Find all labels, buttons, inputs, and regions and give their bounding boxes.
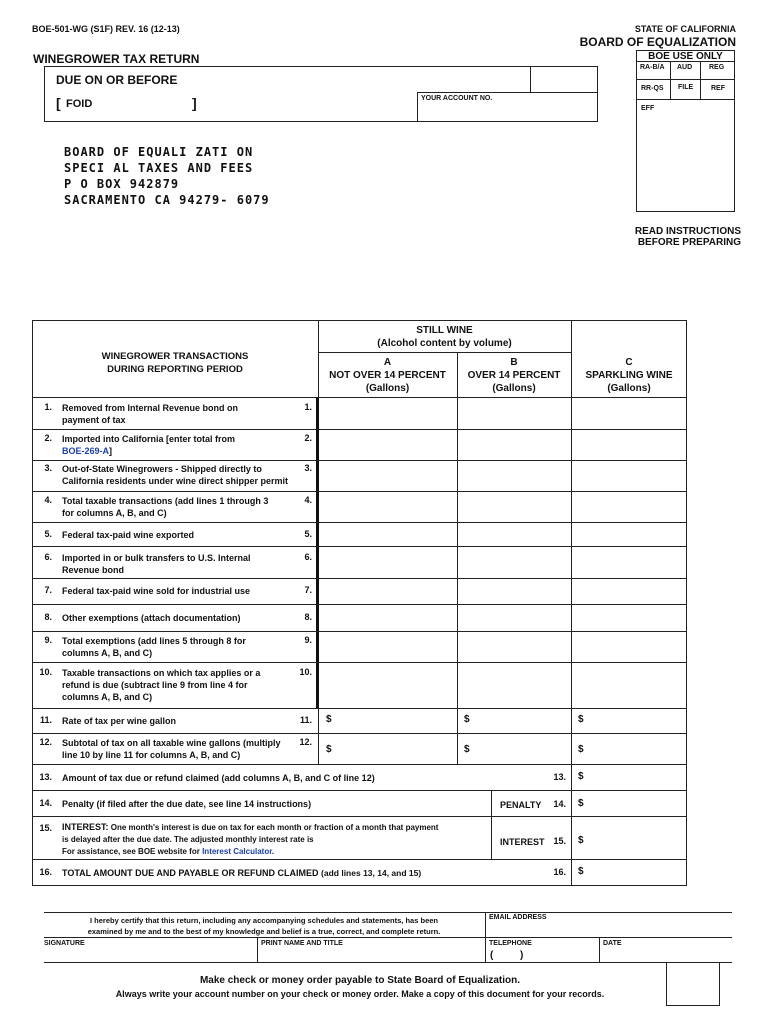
left-column-header	[60, 350, 290, 376]
row-divider	[32, 662, 687, 663]
row-divider	[32, 764, 687, 765]
aud-label: AUD	[677, 64, 693, 71]
row-number: 13.	[39, 772, 52, 782]
row-label	[62, 585, 250, 597]
row-divider	[32, 604, 687, 605]
divider	[491, 790, 492, 859]
dollar-sign: $	[578, 714, 584, 725]
column-a-header	[318, 356, 457, 395]
row-number: 11.	[39, 715, 52, 725]
interest-calculator-link[interactable]: Interest Calculator	[202, 847, 272, 856]
read-instructions	[600, 226, 741, 248]
header-line: STILL WINE	[416, 325, 473, 336]
row-label	[62, 612, 241, 624]
row-number: 6.	[44, 552, 52, 562]
row-text: (add lines 13, 14, and 15)	[321, 868, 422, 878]
header-line: B	[510, 357, 518, 368]
row-label	[62, 529, 194, 541]
row-text: Imported in or bulk transfers to U.S. Internal	[62, 553, 251, 563]
row-text: Taxable transactions on which tax applies or a	[62, 668, 261, 678]
dollar-sign: $	[326, 744, 332, 755]
print-name-label: PRINT NAME AND TITLE	[261, 940, 343, 947]
header-line: (Gallons)	[492, 383, 536, 394]
address-line: SACRAMENTO CA 94279- 6079	[64, 193, 270, 207]
dollar-sign: $	[578, 798, 584, 809]
row-right-number: 3.	[304, 463, 312, 473]
row-right-number: 12.	[299, 737, 312, 747]
row-label	[62, 463, 288, 487]
row-text: Imported into California [enter total from	[62, 434, 236, 444]
foid-bracket-close: ]	[192, 95, 197, 111]
row-text: California residents under wine direct shipper permit	[62, 476, 289, 486]
row-divider	[32, 578, 687, 579]
interest-label: INTEREST	[500, 837, 545, 847]
row-number: 15.	[39, 823, 52, 833]
row-text: One month's interest is due on tax for each month or fraction of a month that payment	[110, 823, 439, 832]
header-line: A	[383, 357, 392, 368]
row-divider	[32, 522, 687, 523]
payment-instructions: Make check or money order payable to State Board of Equalization.	[199, 975, 521, 986]
row-right-number: 9.	[304, 635, 312, 645]
row-text: .	[271, 847, 275, 856]
reg-label: REG	[709, 64, 725, 71]
foid-label: FOID	[66, 98, 93, 110]
row-text: Subtotal of tax on all taxable wine gallons (multiply	[62, 738, 281, 748]
row-label: Amount of tax due or refund claimed (add columns A, B, and C of line 12)	[62, 773, 375, 783]
row-text: Other exemptions (attach documentation)	[62, 613, 241, 623]
row-number: 9.	[44, 635, 52, 645]
ra-ba-label: RA-B/A	[640, 64, 665, 71]
dollar-sign: $	[578, 835, 584, 846]
row-text: line 10 by line 11 for columns A, B, and C)	[62, 750, 241, 760]
row-number: 7.	[44, 585, 52, 595]
row-right-number: 15.	[553, 836, 566, 846]
email-address-label: EMAIL ADDRESS	[489, 914, 547, 921]
row-text: Removed from Internal Revenue bond on	[62, 403, 239, 413]
ref-label: REF	[711, 85, 725, 92]
row-text: Rate of tax per wine gallon	[62, 716, 177, 726]
row-divider	[32, 708, 687, 709]
eff-label: EFF	[641, 105, 655, 112]
interest-lead: INTEREST:	[62, 822, 109, 832]
boe-use-only-box	[636, 50, 735, 212]
row-text	[62, 821, 438, 834]
row-number: 5.	[44, 529, 52, 539]
due-date-label: DUE ON OR BEFORE	[56, 73, 178, 87]
divider	[670, 61, 671, 99]
page-title: WINEGROWER TAX RETURN	[33, 52, 200, 66]
header-line: (Gallons)	[365, 383, 410, 394]
column-divider	[571, 320, 572, 886]
row-text: ]	[109, 446, 113, 456]
row-number: 12.	[39, 737, 52, 747]
boe-269-a-link[interactable]: BOE-269-A	[62, 446, 110, 456]
row-label: Penalty (if filed after the due date, see line 14 instructions)	[62, 799, 312, 809]
row-label	[62, 715, 176, 727]
divider	[599, 937, 600, 962]
copy-instructions: Always write your account number on your check or money order. Make a copy of this document for your records.	[115, 989, 605, 999]
row-right-number: 11.	[299, 715, 312, 725]
boe-use-title: BOE USE ONLY	[648, 51, 723, 62]
header-line: NOT OVER 14 PERCENT	[329, 370, 446, 381]
row-divider	[32, 733, 687, 734]
barcode-box	[666, 962, 720, 1006]
row-label	[62, 667, 260, 703]
divider	[636, 79, 735, 80]
certification-line: examined by me and to the best of my knowledge and belief is a true, correct, and complete return.	[87, 927, 441, 936]
row-text: Revenue bond	[62, 565, 125, 575]
row-label	[62, 737, 281, 761]
dollar-sign: $	[578, 744, 584, 755]
column-b-header	[457, 356, 571, 395]
divider	[700, 61, 701, 99]
row-number: 4.	[44, 495, 52, 505]
row-number: 1.	[44, 402, 52, 412]
form-id: BOE-501-WG (S1F) REV. 16 (12-13)	[32, 24, 180, 34]
dollar-sign: $	[326, 714, 332, 725]
instructions-line: READ INSTRUCTIONS	[634, 226, 741, 237]
file-label: FILE	[678, 84, 694, 91]
instructions-line: BEFORE PREPARING	[637, 237, 741, 248]
row-divider	[32, 429, 687, 430]
row-divider	[32, 790, 687, 791]
telephone-label: TELEPHONE	[489, 940, 532, 947]
account-number-label: YOUR ACCOUNT NO.	[421, 95, 493, 102]
address-line: P O BOX 942879	[64, 177, 180, 191]
divider	[417, 92, 418, 122]
dollar-sign: $	[578, 771, 584, 782]
row-right-number: 8.	[304, 612, 312, 622]
divider	[32, 397, 687, 398]
row-label	[62, 402, 238, 426]
divider	[44, 962, 732, 963]
header-line: DURING REPORTING PERIOD	[107, 364, 243, 375]
row-label	[62, 867, 421, 879]
dollar-sign: $	[578, 866, 584, 877]
phone-paren-close: )	[520, 950, 524, 961]
header-line: C	[625, 357, 633, 368]
row-text: is delayed after the due date. The adjusted monthly interest rate is	[62, 835, 314, 844]
rr-qs-label: RR-QS	[641, 85, 664, 92]
column-divider	[457, 352, 458, 764]
row-number: 10.	[39, 667, 52, 677]
phone-paren-open: (	[490, 950, 494, 961]
address-line: SPECI AL TAXES AND FEES	[64, 161, 254, 175]
divider	[318, 352, 571, 353]
row-text	[62, 846, 438, 858]
still-wine-header	[318, 324, 571, 350]
row-divider	[32, 816, 687, 817]
row-label	[62, 821, 438, 858]
row-right-number: 14.	[553, 799, 566, 809]
signature-label: SIGNATURE	[44, 940, 85, 947]
row-label	[62, 433, 235, 457]
divider	[44, 912, 732, 913]
row-text	[62, 445, 235, 457]
divider	[417, 92, 598, 93]
penalty-label: PENALTY	[500, 800, 542, 810]
row-right-number: 4.	[304, 495, 312, 505]
dollar-sign: $	[464, 714, 470, 725]
divider	[257, 937, 258, 962]
row-divider	[32, 631, 687, 632]
row-text: for columns A, B, and C)	[62, 508, 167, 518]
state-label: STATE OF CALIFORNIA	[634, 24, 736, 34]
row-text: Total exemptions (add lines 5 through 8 for	[62, 636, 246, 646]
row-text: Total taxable transactions (add lines 1 through 3	[62, 496, 269, 506]
header-line: WINEGROWER TRANSACTIONS	[101, 351, 249, 362]
divider	[530, 66, 531, 92]
row-divider	[32, 491, 687, 492]
header-line: (Gallons)	[607, 383, 651, 394]
certification-line: I hereby certify that this return, including any accompanying schedules and statements, has been	[89, 916, 438, 925]
row-divider	[32, 859, 687, 860]
row-number: 3.	[44, 463, 52, 473]
column-c-header	[571, 356, 687, 395]
row-text: columns A, B, and C)	[62, 648, 153, 658]
divider	[44, 937, 732, 938]
header-line: OVER 14 PERCENT	[467, 370, 561, 381]
divider	[636, 99, 735, 100]
row-right-number: 5.	[304, 529, 312, 539]
row-text: Federal tax-paid wine sold for industrial use	[62, 586, 251, 596]
divider	[485, 912, 486, 962]
row-label	[62, 635, 246, 659]
certification-statement	[44, 915, 484, 937]
row-right-number: 13.	[553, 772, 566, 782]
row-label	[62, 495, 268, 519]
row-text: payment of tax	[62, 415, 126, 425]
row-text: refund is due (subtract line 9 from line 4 for	[62, 680, 248, 690]
row-label	[62, 552, 251, 576]
row-right-number: 1.	[304, 402, 312, 412]
header-line: (Alcohol content by volume)	[377, 338, 512, 349]
row-text: Federal tax-paid wine exported	[62, 530, 195, 540]
header-line: SPARKLING WINE	[585, 370, 673, 381]
row-divider	[32, 546, 687, 547]
row-right-number: 10.	[299, 667, 312, 677]
row-text: TOTAL AMOUNT DUE AND PAYABLE OR REFUND CLAIMED	[62, 868, 319, 878]
row-right-number: 16.	[553, 867, 566, 877]
dollar-sign: $	[464, 744, 470, 755]
foid-bracket-open: [	[56, 95, 61, 111]
row-right-number: 7.	[304, 585, 312, 595]
row-text: Out-of-State Winegrowers - Shipped directly to	[62, 464, 262, 474]
agency-label: BOARD OF EQUALIZATION	[579, 35, 736, 49]
row-divider	[32, 460, 687, 461]
row-text: For assistance, see BOE website for	[62, 847, 200, 856]
date-label: DATE	[603, 940, 622, 947]
row-right-number: 6.	[304, 552, 312, 562]
row-text: columns A, B, and C)	[62, 692, 153, 702]
address-line: BOARD OF EQUALI ZATI ON	[64, 145, 254, 159]
row-right-number: 2.	[304, 433, 312, 443]
mailing-address	[64, 144, 270, 208]
row-number: 2.	[44, 433, 52, 443]
row-number: 8.	[44, 612, 52, 622]
row-number: 14.	[39, 798, 52, 808]
row-number: 16.	[39, 867, 52, 877]
